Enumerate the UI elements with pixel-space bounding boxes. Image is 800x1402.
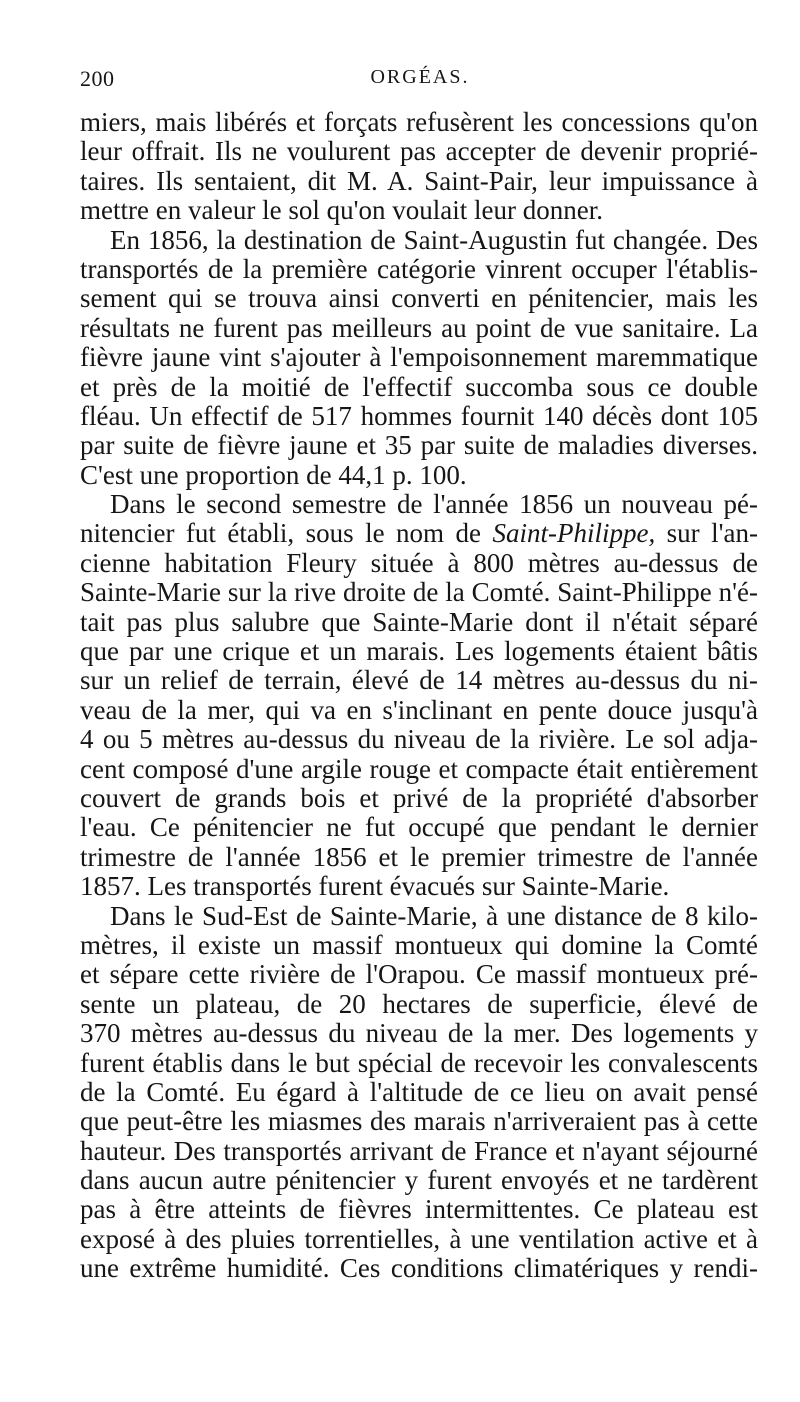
running-head	[80, 66, 760, 102]
running-title: ORGÉAS.	[370, 66, 470, 88]
text-line: une extrême humidité. Ces conditions climatériques y rendi-	[80, 1254, 758, 1284]
text-line: hauteur. Des transportés arrivant de France et n'ayant séjourné	[80, 1136, 758, 1166]
text-line: mettre en valeur le sol qu'on voulait leur donner.	[80, 196, 603, 226]
text-line: veau de la mer, qui va en s'inclinant en pente douce jusqu'à	[80, 695, 758, 725]
text-line: Sainte-Marie sur la rive droite de la Comté. Saint-Philippe n'é-	[80, 578, 758, 608]
text-line: 1857. Les transportés furent évacués sur Sainte-Marie.	[80, 872, 670, 902]
text-line: par suite de fièvre jaune et 35 par suite de maladies diverses.	[80, 431, 758, 461]
text-line: l'eau. Ce pénitencier ne fut occupé que pendant le dernier	[80, 813, 758, 843]
text-line: En 1856, la destination de Saint-Augustin fut changée. Des	[110, 225, 758, 255]
text-line: trimestre de l'année 1856 et le premier trimestre de l'année	[80, 842, 758, 872]
body-text	[80, 108, 758, 1284]
text-line: que peut-être les miasmes des marais n'arriveraient pas à cette	[80, 1107, 758, 1137]
text-line: et sépare cette rivière de l'Orapou. Ce massif montueux pré-	[80, 960, 758, 990]
italic-place-name: Saint-Philippe,	[492, 519, 656, 549]
text-line: miers, mais libérés et forçats refusèrent les concessions qu'on	[80, 108, 758, 137]
text-line: cent composé d'une argile rouge et compacte était entièrement	[80, 754, 758, 784]
text-line: mètres, il existe un massif montueux qui domine la Comté	[80, 930, 758, 960]
text-line: exposé à des pluies torrentielles, à une ventilation active et à	[80, 1224, 758, 1254]
text-line: pas à être atteints de fièvres intermittentes. Ce plateau est	[80, 1195, 758, 1225]
text-line: 370 mètres au-dessus du niveau de la mer. Des logements y	[80, 1019, 758, 1049]
text-line: nitencier fut établi, sous le nom de Saint-Philippe, sur l'an-	[80, 519, 758, 549]
text-line: fléau. Un effectif de 517 hommes fournit 140 décès dont 105	[80, 401, 758, 431]
text-line: leur offrait. Ils ne voulurent pas accepter de devenir proprié-	[80, 137, 758, 167]
text-line: de la Comté. Eu égard à l'altitude de ce lieu on avait pensé	[80, 1077, 758, 1107]
text-line: 4 ou 5 mètres au-dessus du niveau de la rivière. Le sol adja-	[80, 725, 758, 755]
text-line: fièvre jaune vint s'ajouter à l'empoisonnement maremmatique	[80, 343, 758, 373]
text-line: transportés de la première catégorie vinrent occuper l'établis-	[80, 254, 758, 284]
text-line: cienne habitation Fleury située à 800 mètres au-dessus de	[80, 548, 758, 578]
text-line: sement qui se trouva ainsi converti en pénitencier, mais les	[80, 284, 758, 314]
text-line: dans aucun autre pénitencier y furent envoyés et ne tardèrent	[80, 1166, 758, 1196]
text-line: résultats ne furent pas meilleurs au point de vue sanitaire. La	[80, 313, 758, 343]
text-line: C'est une proportion de 44,1 p. 100.	[80, 460, 467, 490]
page-number: 200	[80, 66, 115, 91]
text-line: tait pas plus salubre que Sainte-Marie dont il n'était séparé	[80, 607, 758, 637]
text-line: taires. Ils sentaient, dit M. A. Saint-Pair, leur impuissance à	[80, 166, 758, 196]
text-line: sente un plateau, de 20 hectares de superficie, élevé de	[80, 989, 758, 1019]
text-line: sur un relief de terrain, élevé de 14 mètres au-dessus du ni-	[80, 666, 758, 696]
text-line: Dans le Sud-Est de Sainte-Marie, à une distance de 8 kilo-	[110, 901, 758, 931]
text-line: furent établis dans le but spécial de recevoir les convalescents	[80, 1048, 758, 1078]
text-line: que par une crique et un marais. Les logements étaient bâtis	[80, 637, 758, 667]
text-line: et près de la moitié de l'effectif succomba sous ce double	[80, 372, 758, 402]
text-line: Dans le second semestre de l'année 1856 un nouveau pé-	[110, 490, 758, 520]
text-line: couvert de grands bois et privé de la propriété d'absorber	[80, 783, 758, 813]
